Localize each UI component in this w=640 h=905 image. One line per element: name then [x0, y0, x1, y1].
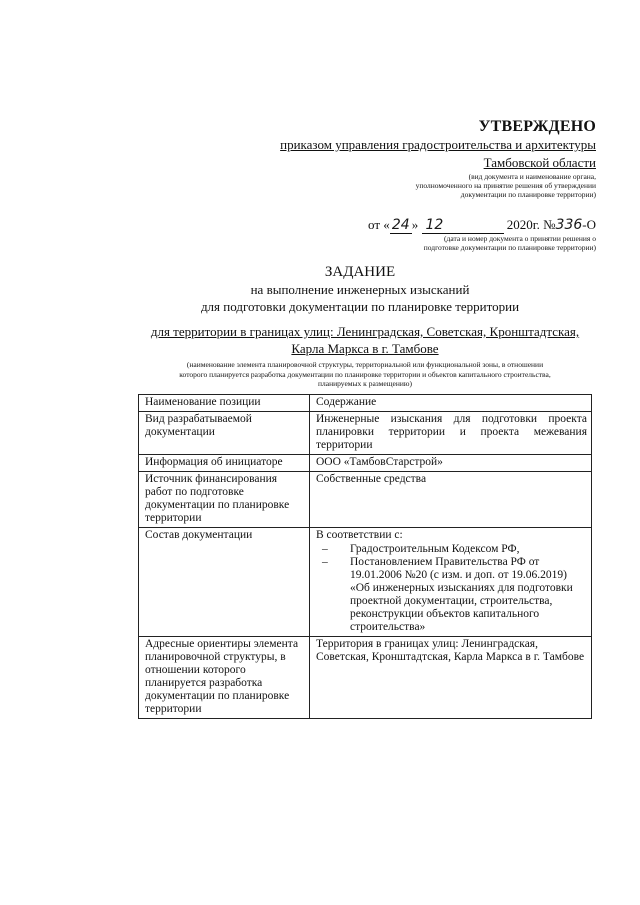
specification-table [138, 394, 592, 719]
territory-note-2: которого планируется разработка документации по планировке территории и объектов капитального строительства, [179, 369, 551, 379]
list-item: – Постановлением Правительства РФ от 19.01.2006 №20 (с изм. и доп. от 19.06.2019) «Об инженерных изысканиях для подготовки проектной документации, строительства, реконструкции объектов капитального строительства» [344, 556, 587, 634]
territory-note-3: планируемых к размещению) [318, 379, 412, 388]
table-row [139, 412, 592, 455]
date-mid: » [411, 217, 419, 232]
task-title-block [120, 264, 600, 315]
date-month: 12 [422, 217, 504, 234]
territory-line-2: Карла Маркса в г. Тамбове [291, 341, 439, 356]
row-value-composition [310, 528, 592, 637]
territory-block [130, 323, 600, 389]
row-value-financing: Собственные средства [310, 472, 592, 528]
approval-heading: УТВЕРЖДЕНО [478, 118, 596, 135]
approval-note-2: уполномоченного на принятие решения об утверждении [415, 181, 596, 190]
territory-note-1: (наименование элемента планировочной структуры, территориальной или функциональной зоны, в отношении [186, 360, 544, 369]
row-label-financing: Источник финансирования работ по подготовке документации по планировке территории [139, 472, 310, 528]
doc-suffix: -О [582, 217, 596, 232]
approval-block [216, 118, 596, 252]
date-year: 2020г. № [506, 217, 556, 232]
row-label-composition: Состав документации [139, 528, 310, 637]
territory-line-1: для территории в границах улиц: Ленинградская, Советская, Кронштадтская, [150, 324, 580, 339]
task-title: ЗАДАНИЕ [324, 264, 396, 280]
approval-note-1: (вид документа и наименование органа, [468, 172, 596, 181]
row-label-doc-type: Вид разрабатываемой документации [139, 412, 310, 455]
date-prefix: от « [368, 217, 390, 232]
task-subtitle-1: на выполнение инженерных изысканий [250, 282, 470, 297]
table-row [139, 472, 592, 528]
table-row [139, 637, 592, 719]
table-header-row [139, 395, 592, 412]
table-row [139, 528, 592, 637]
row-value-doc-type: Инженерные изыскания для подготовки проекта планировки территории и проекта межевания территории [310, 412, 592, 455]
doc-number: 336 [555, 217, 583, 233]
approval-issuer-line1: приказом управления градостроительства и архитектуры [280, 137, 596, 152]
approval-date-line [216, 217, 596, 234]
date-note-1: (дата и номер документа о принятии решения о [444, 234, 596, 243]
header-position: Наименование позиции [139, 395, 310, 412]
composition-list [316, 543, 587, 634]
header-content: Содержание [310, 395, 592, 412]
list-item: – Градостроительным Кодексом РФ, [344, 543, 587, 556]
date-note-2: подготовке документации по планировке территории) [423, 243, 596, 252]
row-label-initiator: Информация об инициаторе [139, 455, 310, 472]
row-label-address: Адресные ориентиры элемента планировочной структуры, в отношении которого планируется разработка документации по планировке территории [139, 637, 310, 719]
date-day: 24 [390, 217, 412, 234]
task-subtitle-2: для подготовки документации по планировке территории [200, 299, 520, 314]
approval-note-3: документации по планировке территории) [460, 190, 596, 199]
composition-intro: В соответствии с: [316, 529, 403, 541]
approval-issuer-line2: Тамбовской области [483, 155, 596, 170]
territory-note [130, 360, 600, 389]
row-value-address: Территория в границах улиц: Ленинградская, Советская, Кронштадтская, Карла Маркса в г. Тамбове [310, 637, 592, 719]
table-row [139, 455, 592, 472]
row-value-initiator: ООО «ТамбовСтарстрой» [310, 455, 592, 472]
